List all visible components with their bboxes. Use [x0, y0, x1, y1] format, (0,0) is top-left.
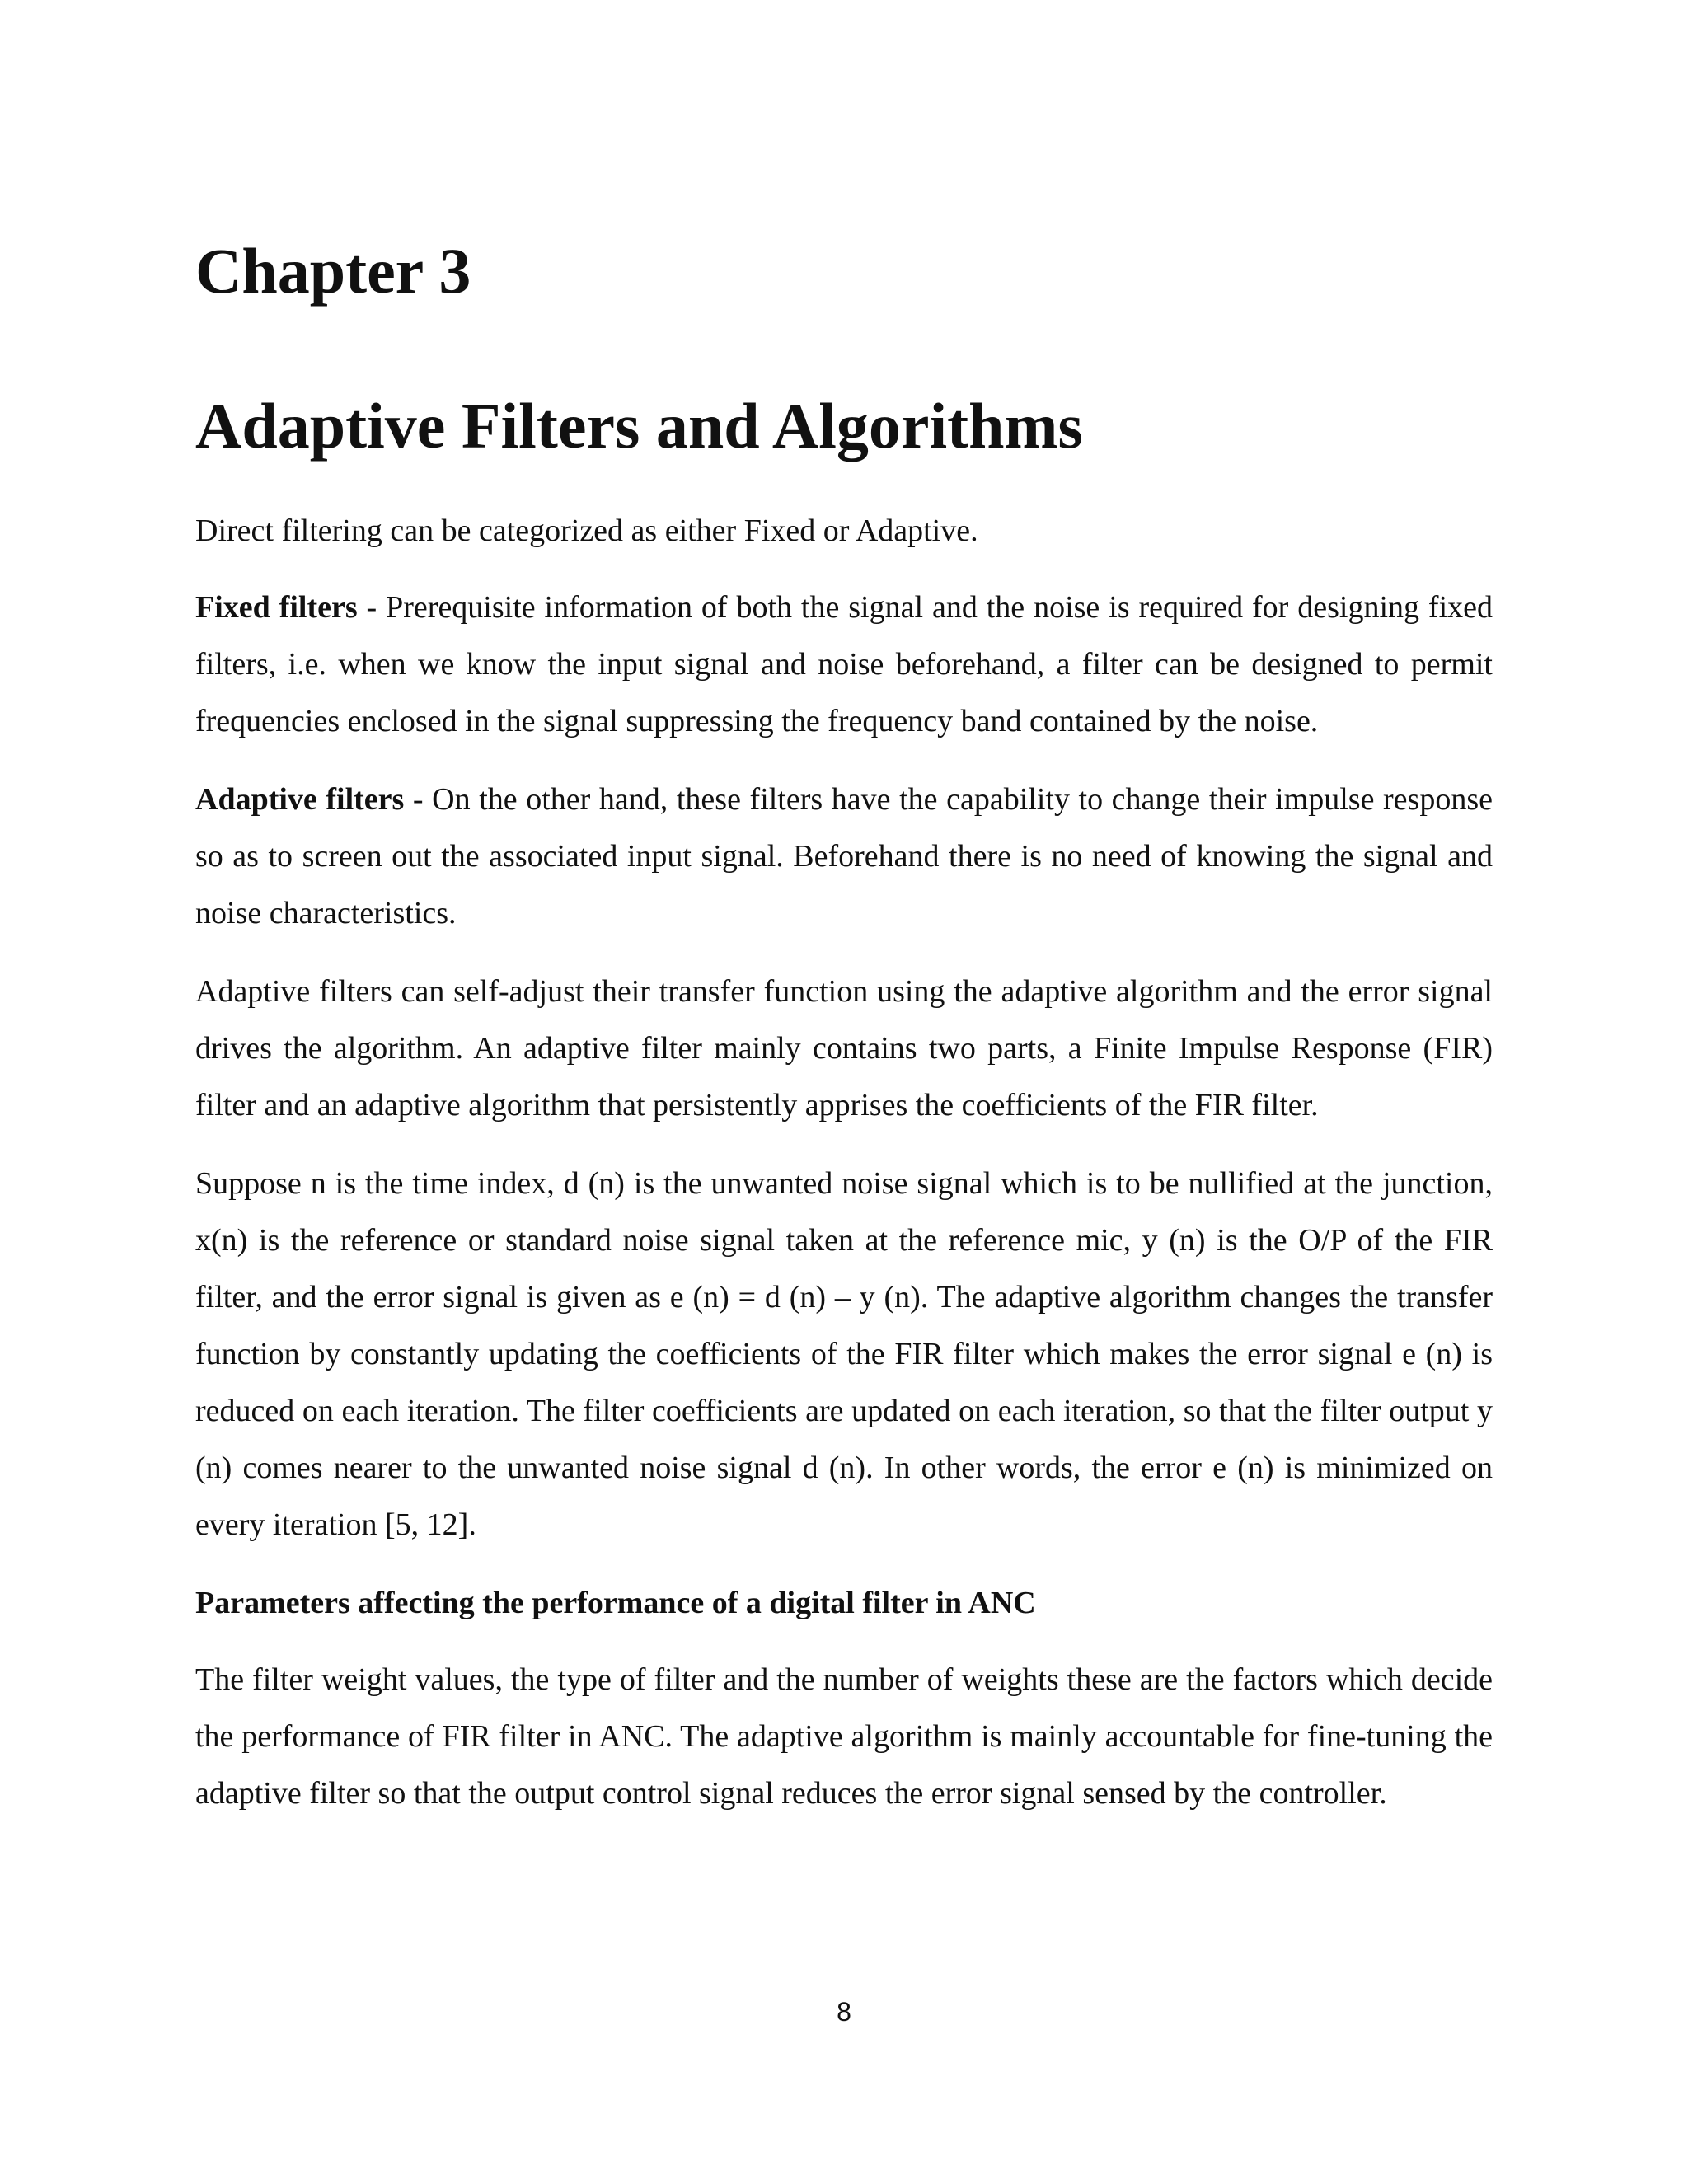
- fixed-filters-paragraph: [195, 579, 1493, 750]
- adaptive-filters-paragraph: [195, 771, 1493, 942]
- chapter-label: Chapter 3: [195, 235, 471, 307]
- body-text: [195, 503, 1493, 1844]
- adaptive-filters-text: - On the other hand, these filters have the capability to change their impulse response so as to screen out the associated input signal. Beforehand there is no need of knowing the signal and noise characteristics.: [195, 782, 1493, 930]
- adaptive-filters-term: Adaptive filters: [195, 782, 405, 817]
- page-content: [195, 235, 1493, 1811]
- chapter-title: Adaptive Filters and Algorithms: [195, 390, 1083, 462]
- self-adjust-paragraph: Adaptive filters can self-adjust their transfer function using the adaptive algorithm and the error signal drives the algorithm. An adaptive filter mainly contains two parts, a Finite Impulse Response (FIR) filter and an adaptive algorithm that persistently apprises the coefficients of the FIR filter.: [195, 974, 1493, 1122]
- parameters-paragraph: The filter weight values, the type of filter and the number of weights these are the factors which decide the performance of FIR filter in ANC. The adaptive algorithm is mainly accountable for fine-tuning the adaptive filter so that the output control signal reduces the error signal sensed by the controller.: [195, 1662, 1493, 1811]
- page-number: 8: [837, 1997, 851, 2027]
- fixed-filters-term: Fixed filters: [195, 590, 358, 625]
- time-index-paragraph: Suppose n is the time index, d (n) is the unwanted noise signal which is to be nullified at the junction, x(n) is the reference or standard noise signal taken at the reference mic, y (n) is the O/P of the FIR filter, and the error signal is given as e (n) = d (n) – y (n). The adaptive algorithm changes the transfer function by constantly updating the coefficients of the FIR filter which makes the error signal e (n) is reduced on each iteration. The filter coefficients are updated on each iteration, so that the filter output y (n) comes nearer to the unwanted noise signal d (n). In other words, the error e (n) is minimized on every iteration [5, 12].: [195, 1166, 1493, 1542]
- fixed-filters-text: - Prerequisite information of both the signal and the noise is required for designing fixed filters, i.e. when we know the input signal and noise beforehand, a filter can be designed to permit frequencies enclosed in the signal suppressing the frequency band contained by the noise.: [195, 590, 1493, 738]
- section-subheading: Parameters affecting the performance of a digital filter in ANC: [195, 1586, 1036, 1620]
- intro-paragraph: Direct filtering can be categorized as either Fixed or Adaptive.: [195, 513, 978, 548]
